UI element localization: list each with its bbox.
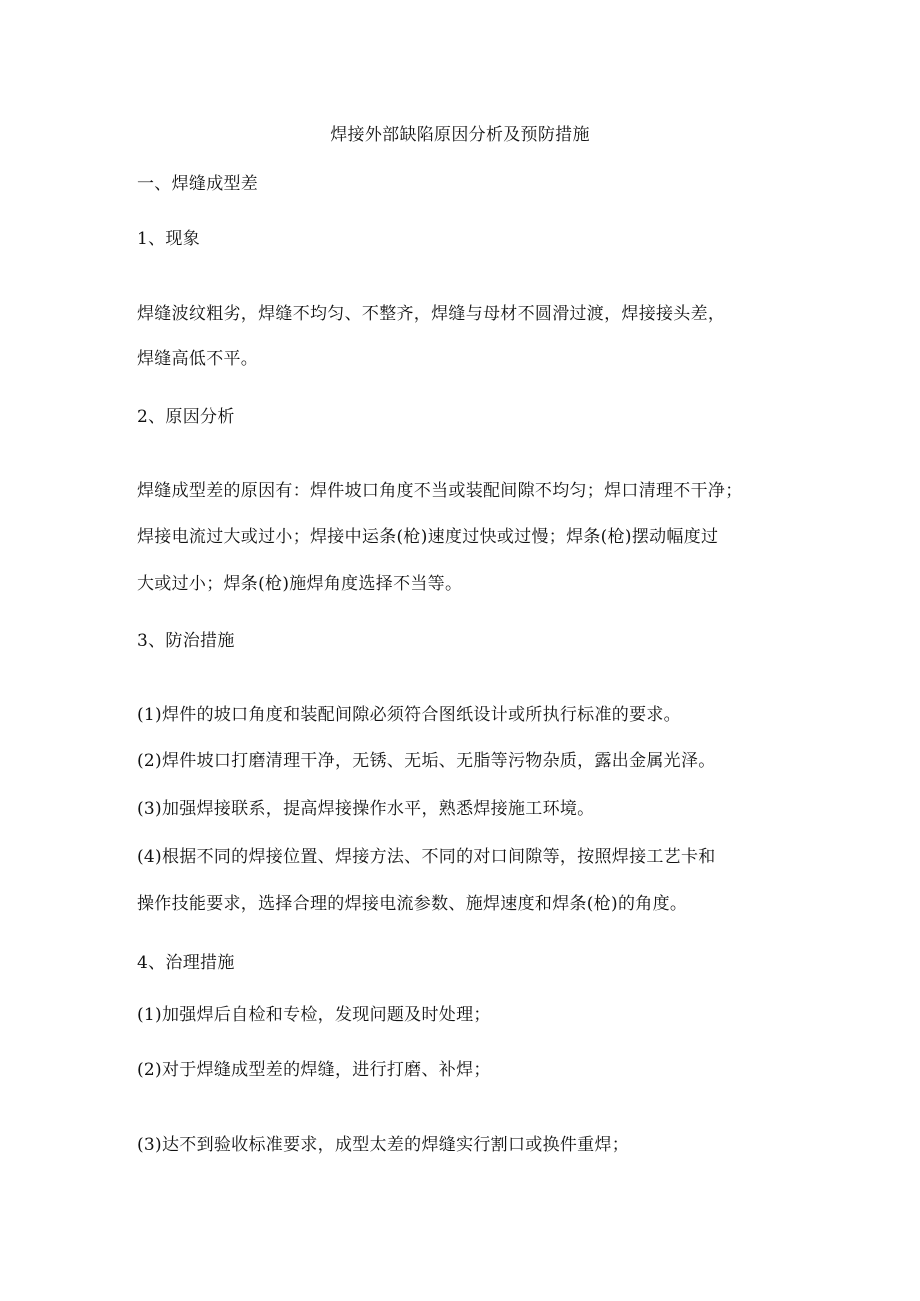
list-item: (3)加强焊接联系，提高焊接操作水平，熟悉焊接施工环境。 [137,799,595,819]
paragraph-line: 焊缝波纹粗劣，焊缝不均匀、不整齐，焊缝与母材不圆滑过渡，焊接接头差， [137,304,726,324]
section-heading: 一、焊缝成型差 [137,174,259,194]
subsection-heading-cause: 2、原因分析 [137,407,235,427]
paragraph-line: 大或过小；焊条(枪)施焊角度选择不当等。 [137,574,463,594]
list-item: (1)焊件的坡口角度和装配间隙必须符合图纸设计或所执行标准的要求。 [137,705,681,725]
paragraph-line: 焊接电流过大或过小；焊接中运条(枪)速度过快或过慢；焊条(枪)摆动幅度过 [137,527,719,547]
list-item: (2)焊件坡口打磨清理干净，无锈、无垢、无脂等污物杂质，露出金属光泽。 [137,751,716,771]
document-title: 焊接外部缺陷原因分析及预防措施 [330,125,590,145]
paragraph-line: 焊缝高低不平。 [137,349,259,369]
list-item-continuation: 操作技能要求，选择合理的焊接电流参数、施焊速度和焊条(枪)的角度。 [137,894,688,914]
subsection-heading-prevention: 3、防治措施 [137,631,235,651]
paragraph-line: 焊缝成型差的原因有：焊件坡口角度不当或装配间隙不均匀；焊口清理不干净； [137,481,743,501]
list-item: (1)加强焊后自检和专检，发现问题及时处理； [137,1005,491,1025]
list-item: (3)达不到验收标准要求，成型太差的焊缝实行割口或换件重焊； [137,1135,630,1155]
subsection-heading-treatment: 4、治理措施 [137,953,235,973]
list-item: (4)根据不同的焊接位置、焊接方法、不同的对口间隙等，按照焊接工艺卡和 [137,847,716,867]
subsection-heading-phenomenon: 1、现象 [137,229,201,249]
list-item: (2)对于焊缝成型差的焊缝，进行打磨、补焊； [137,1060,491,1080]
